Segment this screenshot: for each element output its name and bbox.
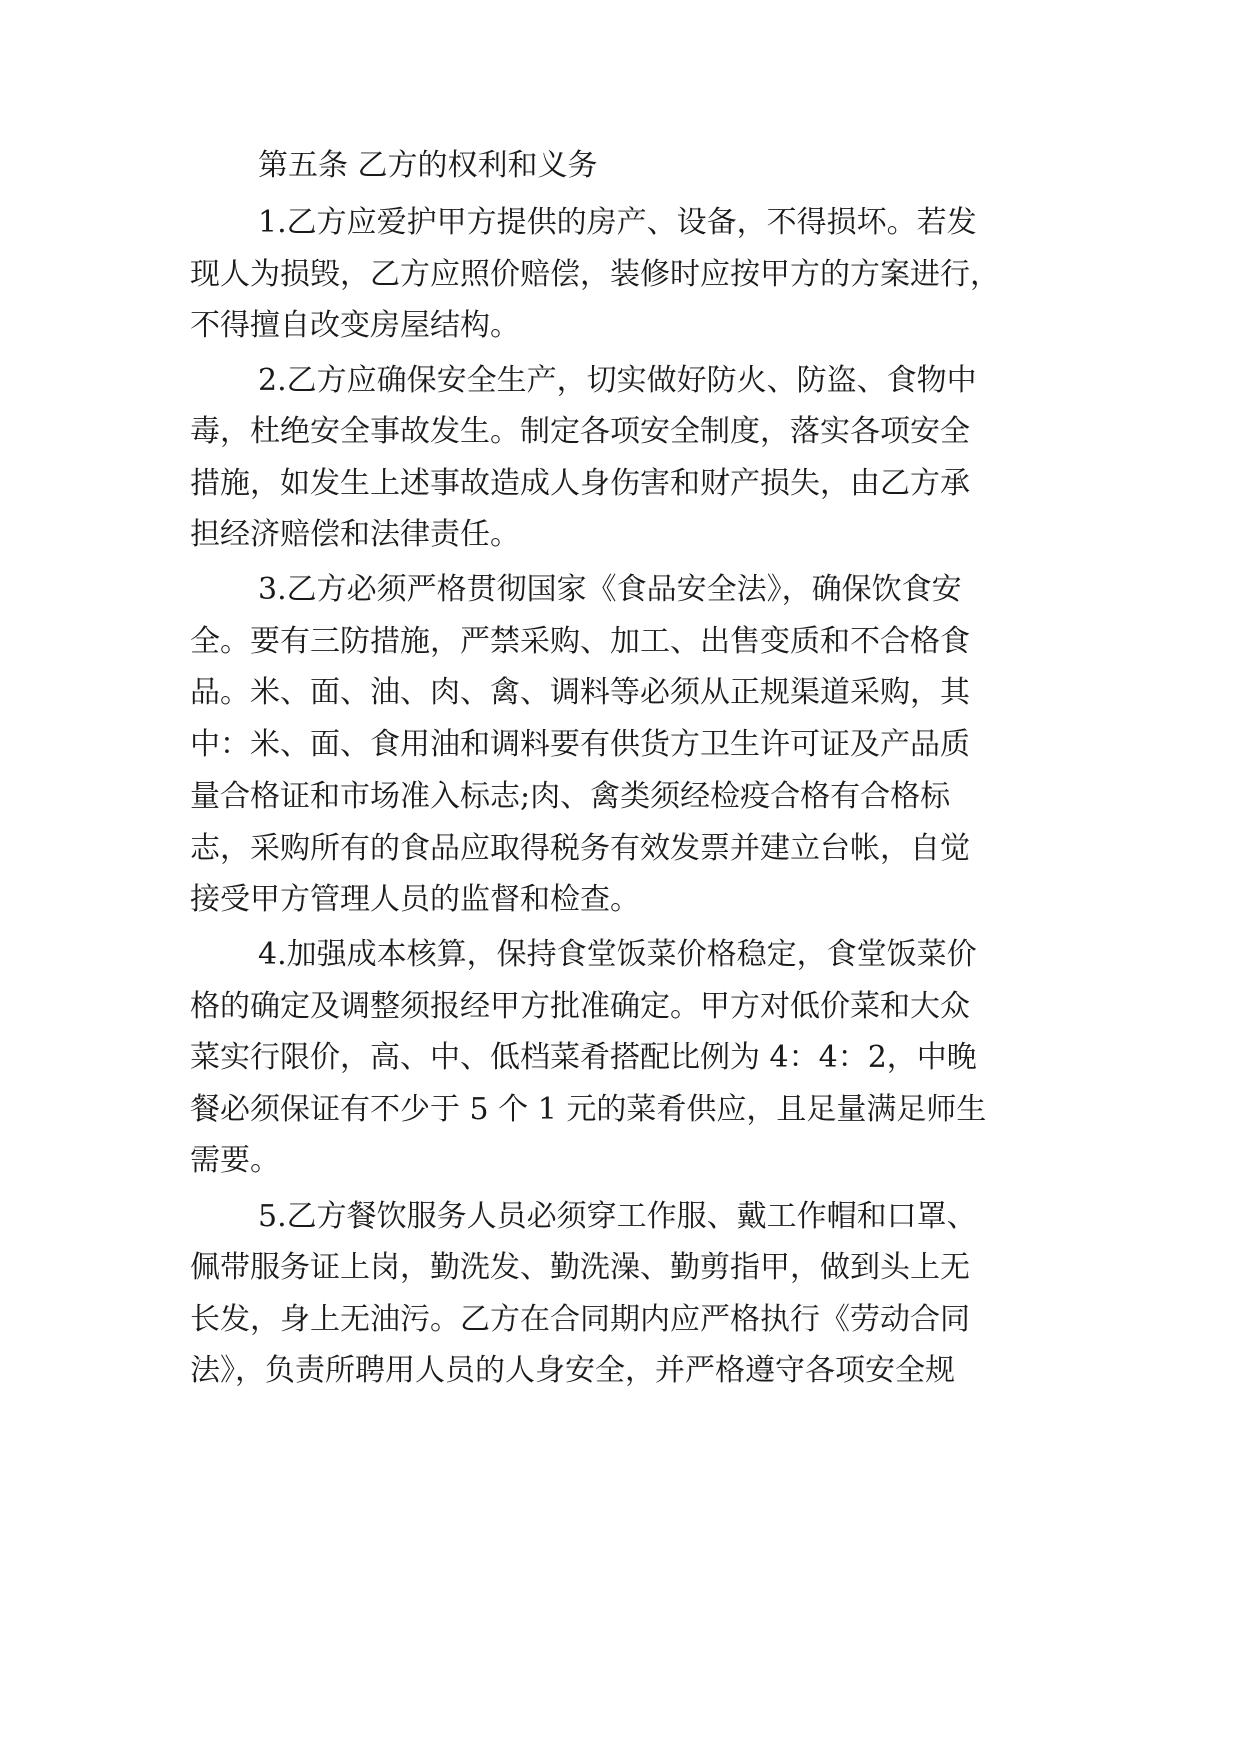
article-heading: 第五条 乙方的权利和义务 — [258, 148, 598, 183]
text-line: 长发，身上无油污。乙方在合同期内应严格执行《劳动合同 — [190, 1302, 970, 1337]
text-line: 4.加强成本核算，保持食堂饭菜价格稳定，食堂饭菜价 — [258, 937, 977, 972]
text-line: 1.乙方应爱护甲方提供的房产、设备，不得损坏。若发 — [258, 205, 977, 240]
text-line: 量合格证和市场准入标志;肉、禽类须经检疫合格有合格标 — [190, 779, 951, 814]
text-line: 需要。 — [190, 1143, 280, 1178]
text-line: 菜实行限价，高、中、低档菜肴搭配比例为 4：4：2，中晚 — [190, 1040, 977, 1075]
text-line: 全。要有三防措施，严禁采购、加工、出售变质和不合格食 — [190, 624, 970, 659]
text-line: 2.乙方应确保安全生产，切实做好防火、防盗、食物中 — [258, 363, 977, 398]
text-line: 不得擅自改变房屋结构。 — [190, 308, 520, 343]
text-line: 中：米、面、食用油和调料要有供货方卫生许可证及产品质 — [190, 727, 970, 762]
text-line: 措施，如发生上述事故造成人身伤害和财产损失，由乙方承 — [190, 466, 970, 501]
text-line: 毒，杜绝安全事故发生。制定各项安全制度，落实各项安全 — [190, 414, 970, 449]
text-line: 担经济赔偿和法律责任。 — [190, 517, 520, 552]
text-line: 餐必须保证有不少于 5 个 1 元的菜肴供应，且足量满足师生 — [190, 1092, 987, 1127]
text-line: 5.乙方餐饮服务人员必须穿工作服、戴工作帽和口罩、 — [258, 1199, 977, 1234]
text-line: 法》，负责所聘用人员的人身安全，并严格遵守各项安全规 — [190, 1353, 955, 1388]
text-line: 接受甲方管理人员的监督和检查。 — [190, 882, 640, 917]
text-line: 格的确定及调整须报经甲方批准确定。甲方对低价菜和大众 — [190, 989, 970, 1024]
text-line: 品。米、面、油、肉、禽、调料等必须从正规渠道采购，其 — [190, 675, 970, 710]
text-line: 现人为损毁，乙方应照价赔偿，装修时应按甲方的方案进行， — [190, 257, 1000, 292]
text-line: 志，采购所有的食品应取得税务有效发票并建立台帐，自觉 — [190, 831, 970, 866]
text-line: 佩带服务证上岗，勤洗发、勤洗澡、勤剪指甲，做到头上无 — [190, 1250, 970, 1285]
text-line: 3.乙方必须严格贯彻国家《食品安全法》，确保饮食安 — [258, 572, 962, 607]
